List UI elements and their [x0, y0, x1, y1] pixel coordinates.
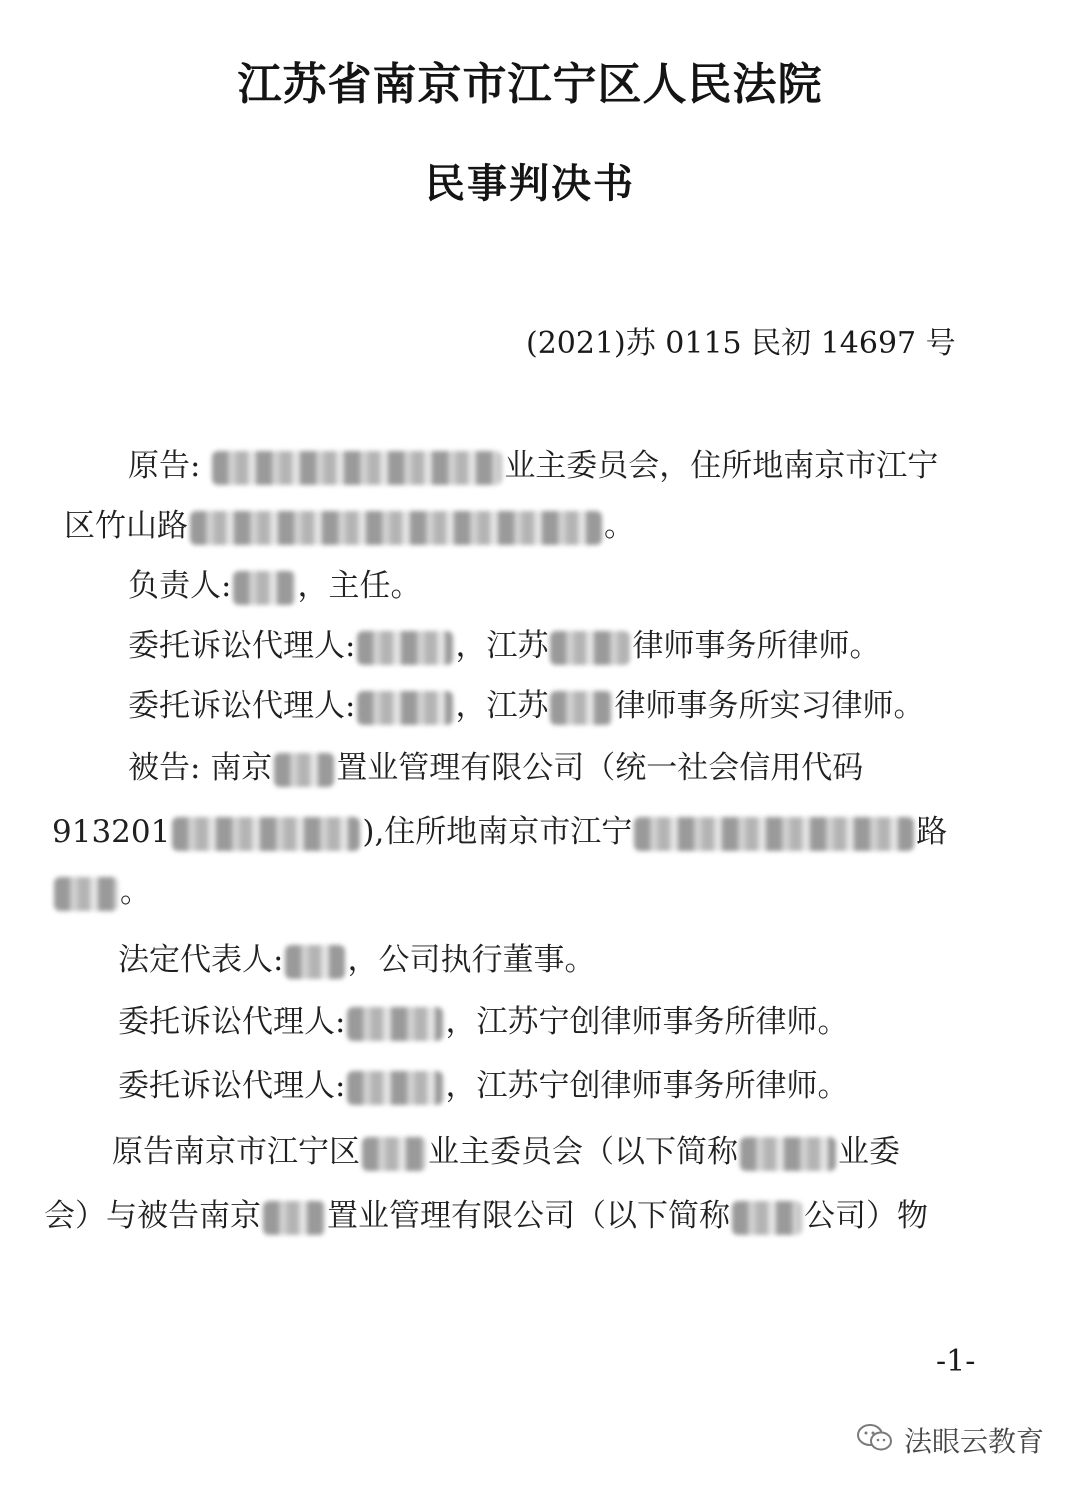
redacted-house-number [54, 877, 118, 911]
defendant-text-2-b: ),住所地南京市江宁 [362, 814, 633, 850]
plaintiff-label: 原告: [128, 448, 201, 484]
defendant-agent-1-text: ，江苏宁创律师事务所律师。 [445, 1004, 849, 1040]
plaintiff-agent-2-text-b: 律师事务所实习律师。 [614, 688, 925, 724]
defendant-text-1-b: 置业管理有限公司（统一社会信用代码 [336, 750, 864, 786]
defendant-agent-2-line [118, 1066, 848, 1106]
wechat-icon [856, 1422, 894, 1458]
defendant-rep-label: 法定代表人: [118, 942, 284, 978]
plaintiff-head-line [128, 566, 421, 606]
plaintiff-text-2-prefix: 区竹山路 [64, 508, 188, 544]
summary-text-1-a: 原告南京市江宁区 [112, 1134, 360, 1170]
redacted-rep-name [285, 945, 345, 979]
redacted-agent-1-firm [550, 631, 630, 665]
court-name: 江苏省南京市江宁区人民法院 [237, 59, 823, 110]
watermark-text: 法眼云教育 [903, 1425, 1044, 1458]
defendant-agent-1-line [118, 1002, 848, 1042]
defendant-text-2-c: 路 [916, 814, 948, 850]
case-number: (2021)苏 0115 民初 14697 号 [526, 326, 956, 361]
redacted-credit-code [172, 817, 360, 851]
plaintiff-line-2 [64, 506, 635, 546]
defendant-rep-text: ，公司执行董事。 [347, 942, 596, 978]
plaintiff-agent-2-label: 委托诉讼代理人: [128, 688, 356, 724]
plaintiff-head-text: ，主任。 [297, 568, 422, 604]
redacted-def-agent-2-name [347, 1071, 443, 1105]
redacted-summary-short-name [740, 1137, 836, 1171]
redacted-agent-2-firm [550, 691, 612, 725]
defendant-rep-line [118, 940, 595, 980]
plaintiff-line-1 [128, 446, 938, 486]
document-title: 民事判决书 [425, 161, 635, 207]
defendant-line-3 [52, 872, 151, 912]
defendant-text-2-a: 913201 [52, 814, 171, 850]
plaintiff-agent-2-text-a: ，江苏 [455, 688, 549, 724]
redacted-def-agent-1-name [347, 1007, 443, 1041]
summary-text-1-b: 业主委员会（以下简称 [428, 1134, 738, 1170]
watermark [856, 1420, 1044, 1460]
defendant-line-1 [128, 748, 863, 788]
redacted-head-name [233, 571, 295, 605]
plaintiff-agent-2-line [128, 686, 924, 726]
redacted-defendant-address [634, 817, 914, 851]
defendant-line-2 [52, 812, 947, 852]
summary-text-2-b: 置业管理有限公司（以下简称 [327, 1198, 730, 1234]
redacted-agent-2-name [357, 691, 453, 725]
plaintiff-text-1: 业主委员会，住所地南京市江宁 [504, 448, 939, 484]
page-number: -1- [936, 1344, 976, 1379]
summary-text-2-c: 公司）物 [804, 1198, 928, 1234]
redacted-agent-1-name [357, 631, 453, 665]
redacted-summary-defendant [263, 1201, 325, 1235]
plaintiff-text-2-suffix: 。 [604, 508, 635, 544]
redacted-summary-community [362, 1137, 426, 1171]
redacted-summary-company [732, 1201, 802, 1235]
plaintiff-head-label: 负责人: [128, 568, 232, 604]
defendant-agent-1-label: 委托诉讼代理人: [118, 1004, 346, 1040]
defendant-agent-2-label: 委托诉讼代理人: [118, 1068, 346, 1104]
defendant-text-1-a: 南京 [210, 750, 273, 786]
plaintiff-agent-1-text-b: 律师事务所律师。 [632, 628, 881, 664]
plaintiff-agent-1-label: 委托诉讼代理人: [128, 628, 356, 664]
redacted-defendant-name [274, 753, 334, 787]
summary-text-1-c: 业委 [838, 1134, 900, 1170]
plaintiff-agent-1-line [128, 626, 880, 666]
redacted-plaintiff-address [190, 511, 602, 545]
plaintiff-agent-1-text-a: ，江苏 [455, 628, 549, 664]
defendant-label: 被告: [128, 750, 201, 786]
redacted-plaintiff-name [212, 451, 502, 485]
summary-line-1 [112, 1132, 900, 1172]
summary-text-2-a: 会）与被告南京 [44, 1198, 261, 1234]
summary-line-2 [44, 1196, 928, 1236]
defendant-text-3: 。 [120, 874, 151, 910]
defendant-agent-2-text: ，江苏宁创律师事务所律师。 [445, 1068, 849, 1104]
